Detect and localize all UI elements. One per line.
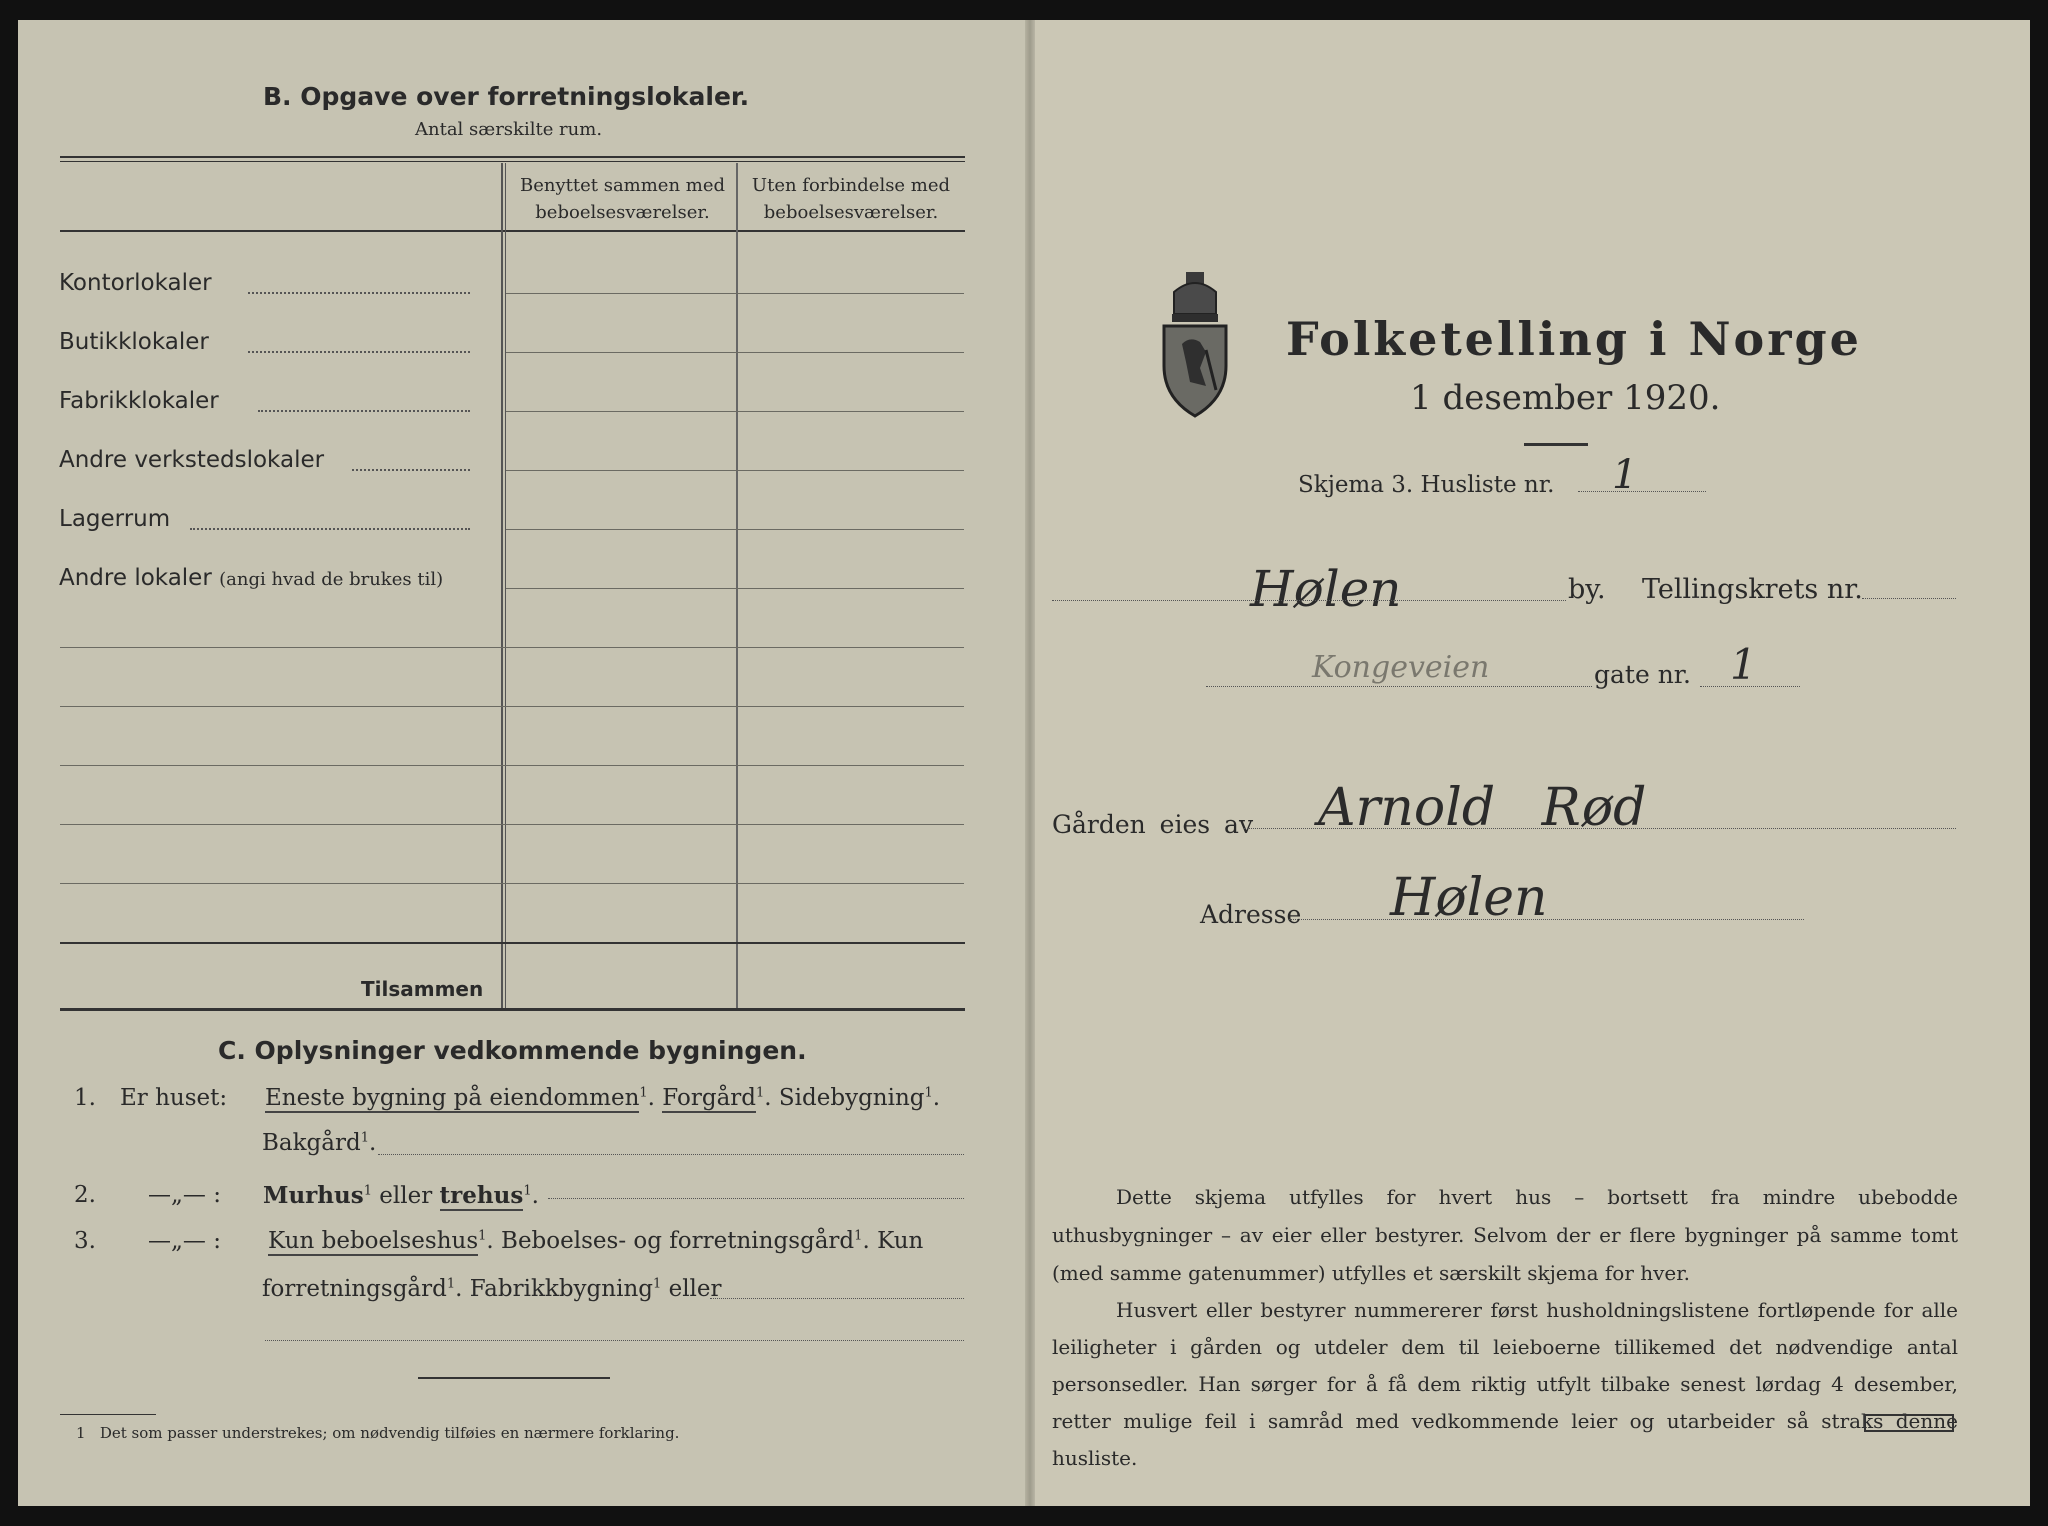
fill-line bbox=[378, 1154, 964, 1155]
row-line bbox=[60, 824, 964, 825]
row-fabrikklokaler: Fabrikklokaler bbox=[59, 388, 219, 414]
item-3-ditto: —„— : bbox=[148, 1228, 221, 1254]
total-label: Tilsammen bbox=[361, 977, 484, 1001]
option-bakgard: Bakgård bbox=[262, 1130, 361, 1156]
footnote-number: 1 bbox=[76, 1424, 86, 1442]
owner-label: Gården eies av bbox=[1052, 810, 1254, 839]
fill-line bbox=[1052, 600, 1566, 601]
fill-line bbox=[1578, 491, 1706, 492]
option-eneste-bygning: Eneste bygning på eiendommen bbox=[265, 1085, 640, 1111]
option-forretningsgard: forretningsgård bbox=[262, 1276, 447, 1302]
item-2-or: eller bbox=[379, 1183, 433, 1209]
fill-line bbox=[1288, 919, 1804, 920]
gate-label: gate nr. bbox=[1594, 660, 1691, 689]
row-andre-lokaler-note: (angi hvad de brukes til) bbox=[219, 569, 444, 590]
row-kontorlokaler: Kontorlokaler bbox=[59, 270, 212, 296]
item-1-options: Eneste bygning på eiendommen$^1$. Forgård$^1$. Sidebygning$^1$. bbox=[265, 1085, 941, 1111]
option-kun: Kun bbox=[877, 1228, 924, 1254]
fill-line bbox=[1244, 828, 1956, 829]
item-1-line2: Bakgård$^1$. bbox=[262, 1130, 377, 1156]
footnote-text: Det som passer understrekes; om nødvendig tilføies en nærmere forklaring. bbox=[99, 1424, 680, 1442]
city-value: Hølen bbox=[1250, 560, 1402, 618]
document-title: Folketelling i Norge bbox=[1286, 312, 1862, 366]
footnote-ref: 1 bbox=[363, 1183, 372, 1199]
footnote-rule bbox=[60, 1414, 156, 1415]
footnote-ref: 1 bbox=[478, 1228, 487, 1244]
fill-line bbox=[1206, 686, 1592, 687]
leader-dots bbox=[258, 410, 470, 412]
item-2-number: 2. bbox=[74, 1182, 96, 1208]
instructions-paragraph-2: Husvert eller bestyrer nummererer først husholdningslistene fortløpende for alle leiligheter i gården og utdeler dem til leieboerne tillikemed det nødvendige antal personsedler. Han sørger for å få dem riktig utfylt tilbake senest lørdag 4 desember, retter mulige feil i samråd med vedkommende leier og utarbeider så straks denne husliste. bbox=[1052, 1298, 1958, 1470]
row-line bbox=[506, 470, 964, 471]
row-line bbox=[60, 647, 964, 648]
option-kun-beboelseshus: Kun beboelseshus bbox=[268, 1228, 479, 1254]
row-line bbox=[60, 706, 964, 707]
column-header-with: Benyttet sammen med beboelsesværelser. bbox=[519, 175, 726, 223]
section-end-rule bbox=[418, 1377, 610, 1379]
row-andre-lokaler bbox=[59, 565, 443, 591]
footnote-ref: 1 bbox=[523, 1183, 532, 1199]
address-label: Adresse bbox=[1200, 900, 1302, 929]
husliste-number: 1 bbox=[1612, 452, 1638, 498]
schema-label: Skjema 3. Husliste nr. bbox=[1298, 472, 1555, 498]
section-b-subtitle: Antal særskilte rum. bbox=[415, 119, 603, 140]
option-beboelses-forretningsgard: Beboelses- og forretningsgård bbox=[501, 1228, 855, 1254]
table-top-rule-2 bbox=[60, 161, 965, 162]
item-3-number: 3. bbox=[74, 1228, 96, 1254]
gate-number: 1 bbox=[1730, 640, 1757, 689]
item-3-or: eller bbox=[668, 1276, 722, 1302]
footnote-ref: 1 bbox=[639, 1085, 648, 1101]
street-value: Kongeveien bbox=[1312, 650, 1490, 685]
footnote-ref: 1 bbox=[854, 1228, 863, 1244]
footnote-ref: 1 bbox=[360, 1130, 369, 1146]
row-line bbox=[506, 411, 964, 412]
option-forgard: Forgård bbox=[662, 1085, 756, 1111]
title-rule bbox=[1524, 443, 1588, 446]
table-bottom-rule bbox=[60, 1008, 965, 1011]
header-bottom-rule bbox=[60, 230, 965, 232]
option-trehus: trehus bbox=[439, 1182, 524, 1209]
option-fabrikkbygning: Fabrikkbygning bbox=[469, 1276, 653, 1302]
row-line bbox=[506, 352, 964, 353]
row-line bbox=[506, 529, 964, 530]
address-value: Hølen bbox=[1390, 868, 1548, 928]
owner-value: Arnold Rød bbox=[1318, 778, 1647, 838]
fill-line bbox=[548, 1198, 964, 1199]
row-line bbox=[60, 765, 964, 766]
census-date: 1 desember 1920. bbox=[1410, 378, 1721, 418]
section-b-title: B. Opgave over forretningslokaler. bbox=[263, 82, 750, 111]
footnote-ref: 1 bbox=[756, 1085, 765, 1101]
item-3-line2: forretningsgård$^1$. Fabrikkbygning$^1$ eller bbox=[262, 1276, 722, 1302]
item-1-label: Er huset: bbox=[120, 1085, 228, 1111]
footnote bbox=[76, 1424, 679, 1442]
coat-of-arms-icon bbox=[1160, 270, 1230, 420]
printer-mark-icon bbox=[1864, 1414, 1954, 1432]
row-butikklokaler: Butikklokaler bbox=[59, 329, 209, 355]
section-c-title: C. Oplysninger vedkommende bygningen. bbox=[218, 1036, 807, 1065]
footnote-ref: 1 bbox=[652, 1276, 662, 1292]
leader-dots bbox=[248, 351, 470, 353]
page-fold bbox=[1025, 20, 1035, 1506]
footnote-ref: 1 bbox=[446, 1276, 456, 1292]
item-2-ditto: —„— : bbox=[148, 1182, 221, 1208]
table-top-rule bbox=[60, 156, 965, 158]
item-3-options: Kun beboelseshus$^1$. Beboelses- og forretningsgård$^1$. Kun bbox=[268, 1228, 924, 1254]
option-murhus: Murhus bbox=[263, 1182, 364, 1209]
option-sidebygning: Sidebygning bbox=[778, 1085, 925, 1111]
krets-label: Tellingskrets nr. bbox=[1642, 574, 1863, 605]
row-andre-lokaler-label: Andre lokaler bbox=[59, 565, 212, 591]
row-line bbox=[60, 883, 964, 884]
row-verkstedslokaler: Andre verkstedslokaler bbox=[59, 447, 325, 473]
row-lagerrum: Lagerrum bbox=[59, 506, 171, 532]
row-line bbox=[506, 588, 964, 589]
instructions-paragraph-1: Dette skjema utfylles for hvert hus – bortsett fra mindre ubebodde uthusbygninger – av eier eller bestyrer. Selvom der er flere bygninger på samme tomt (med samme gatenummer) utfylles et særskilt skjema for hver. bbox=[1052, 1185, 1958, 1285]
leader-dots bbox=[352, 469, 470, 471]
item-2-options: Murhus$^1$ eller trehus$^1$. bbox=[263, 1182, 539, 1209]
item-1-number: 1. bbox=[74, 1085, 96, 1111]
fill-line bbox=[1700, 686, 1800, 687]
leader-dots bbox=[248, 292, 470, 294]
fill-line bbox=[1862, 598, 1956, 599]
fill-line bbox=[265, 1340, 964, 1341]
row-line bbox=[506, 293, 964, 294]
column-header-without: Uten forbindelse med beboelsesværelser. bbox=[751, 175, 951, 223]
leader-dots bbox=[190, 528, 470, 530]
footnote-ref: 1 bbox=[924, 1085, 933, 1101]
total-top-rule bbox=[60, 942, 965, 944]
fill-line bbox=[710, 1298, 964, 1299]
city-label: by. bbox=[1568, 574, 1606, 605]
